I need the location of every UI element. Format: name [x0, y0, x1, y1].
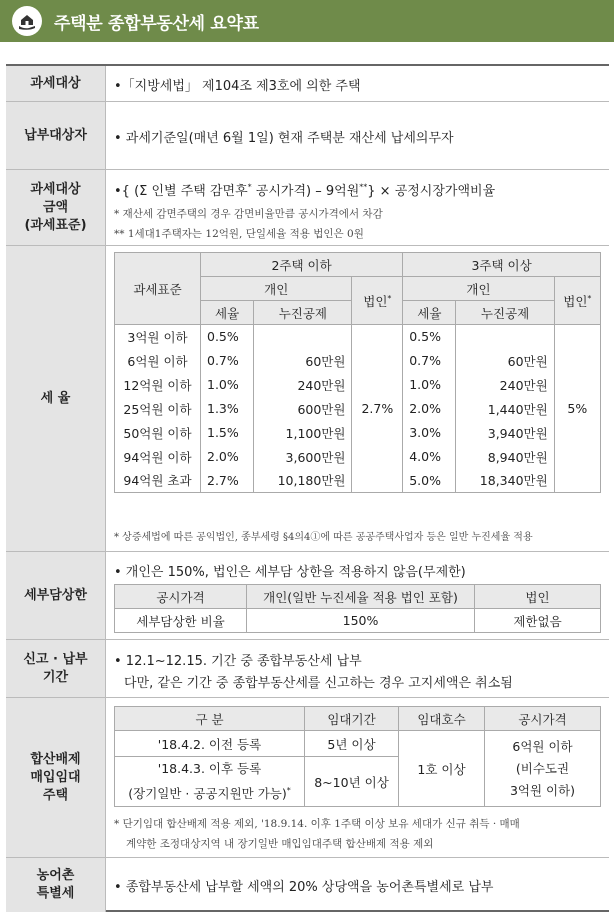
tax-base-note-1: * 재산세 감면주택의 경우 감면비율만큼 공시가격에서 차감 [114, 208, 383, 220]
col-three-homes: 3주택 이상 [403, 253, 601, 277]
tax-rate-note: * 상증세법에 따른 공익법인, 종부세령 §4의4①에 따른 공공주택사업자 등은 일반 누진세율 적용 [114, 532, 533, 543]
row-tax-base [6, 170, 609, 246]
col-tax-base: 과세표준 [115, 253, 201, 325]
house-hand-icon [12, 6, 42, 36]
summary-table [6, 64, 609, 912]
title-bar [0, 0, 614, 42]
row-rental-housing [6, 698, 609, 858]
corp-rate-two: 2.7% [352, 325, 403, 493]
tax-cap-text: • 개인은 150%, 법인은 세부담 상한을 적용하지 않음(무제한) [114, 565, 466, 580]
filing-period-line-2: 다만, 같은 기간 중 종합부동산세를 신고하는 경우 고지세액은 취소됨 [124, 676, 513, 691]
label-filing-period: 신고 · 납부 기간 [6, 640, 106, 697]
rental-table: 구 분 임대기간 임대호수 공시가격 '18.4.2. 이전 등록 5년 이상 1호 이상 6억원 이하 (비수도권 3억원 이하) '18.4.3. 이후 등록 (장기일반 · 공공지원만 가능)* 8~10년 이상 [114, 706, 601, 807]
table-row: 3억원 이하 0.5% 2.7% 0.5% 5% [115, 325, 601, 349]
row-filing-period [6, 640, 609, 698]
label-tax-base: 과세대상 금액 (과세표준) [6, 170, 106, 245]
rental-units: 1호 이상 [399, 731, 485, 807]
col-rate-two: 세율 [201, 301, 254, 325]
table-row: 94억원 초과 2.7% 10,180만원 5.0% 18,340만원 [115, 469, 601, 493]
row-target [6, 66, 609, 102]
tax-base-note-2: ** 1세대1주택자는 12억원, 단일세율 적용 법인은 0원 [114, 228, 364, 240]
label-target: 과세대상 [6, 66, 106, 101]
col-individual-two: 개인 [201, 277, 352, 301]
row-tax-cap [6, 552, 609, 640]
label-rental-housing: 합산배제 매입임대 주택 [6, 698, 106, 857]
tax-rate-table [114, 252, 601, 493]
label-payer: 납부대상자 [6, 102, 106, 169]
corp-rate-three: 5% [554, 325, 600, 493]
table-row: 6억원 이하 0.7% 60만원 0.7% 60만원 [115, 349, 601, 373]
tax-base-formula: •{ (Σ 인별 주택 감면후* 공시가격) – 9억원**} × 공정시장가액비율 [114, 182, 496, 199]
label-rural-tax: 농어촌 특별세 [6, 858, 106, 912]
col-deduct-three: 누진공제 [456, 301, 554, 325]
table-row: 50억원 이하 1.5% 1,100만원 3.0% 3,940만원 [115, 421, 601, 445]
row-payer [6, 102, 609, 170]
tax-cap-table: 공시가격 개인(일반 누진세율 적용 법인 포함) 법인 세부담상한 비율 150% 제한없음 [114, 584, 601, 633]
col-corp-two: 법인* [352, 277, 403, 325]
filing-period-line-1: • 12.1~12.15. 기간 중 종합부동산세 납부 [114, 654, 362, 669]
table-row: 25억원 이하 1.3% 600만원 2.0% 1,440만원 [115, 397, 601, 421]
page-title: 주택분 종합부동산세 요약표 [54, 13, 259, 34]
col-individual-three: 개인 [403, 277, 554, 301]
table-row: '18.4.2. 이전 등록 5년 이상 1호 이상 6억원 이하 (비수도권 3억원 이하) [115, 731, 601, 757]
col-rate-three: 세율 [403, 301, 456, 325]
table-row: 94억원 이하 2.0% 3,600만원 4.0% 8,940만원 [115, 445, 601, 469]
label-tax-rate: 세 율 [6, 246, 106, 551]
col-deduct-two: 누진공제 [254, 301, 352, 325]
table-row: 세부담상한 비율 150% 제한없음 [115, 609, 601, 633]
target-text: •「지방세법」 제104조 제3호에 의한 주택 [114, 79, 361, 94]
rental-price: 6억원 이하 (비수도권 3억원 이하) [485, 731, 601, 807]
row-tax-rate [6, 246, 609, 552]
col-two-homes: 2주택 이하 [201, 253, 403, 277]
payer-text: • 과세기준일(매년 6월 1일) 현재 주택분 재산세 납세의무자 [114, 131, 454, 146]
col-corp-three: 법인* [554, 277, 600, 325]
row-rural-tax [6, 858, 609, 912]
table-row: 12억원 이하 1.0% 240만원 1.0% 240만원 [115, 373, 601, 397]
label-tax-cap: 세부담상한 [6, 552, 106, 639]
rental-note-1: * 단기임대 합산배제 적용 제외, '18.9.14. 이후 1주택 이상 보유 세대가 신규 취득 · 매매 [114, 818, 520, 830]
table-row: '18.4.3. 이후 등록 (장기일반 · 공공지원만 가능)* 8~10년 이상 [115, 757, 601, 807]
rental-note-2: 계약한 조정대상지역 내 장기일반 매입임대주택 합산배제 적용 제외 [126, 838, 434, 850]
rural-tax-text: • 종합부동산세 납부할 세액의 20% 상당액을 농어촌특별세로 납부 [114, 880, 494, 895]
